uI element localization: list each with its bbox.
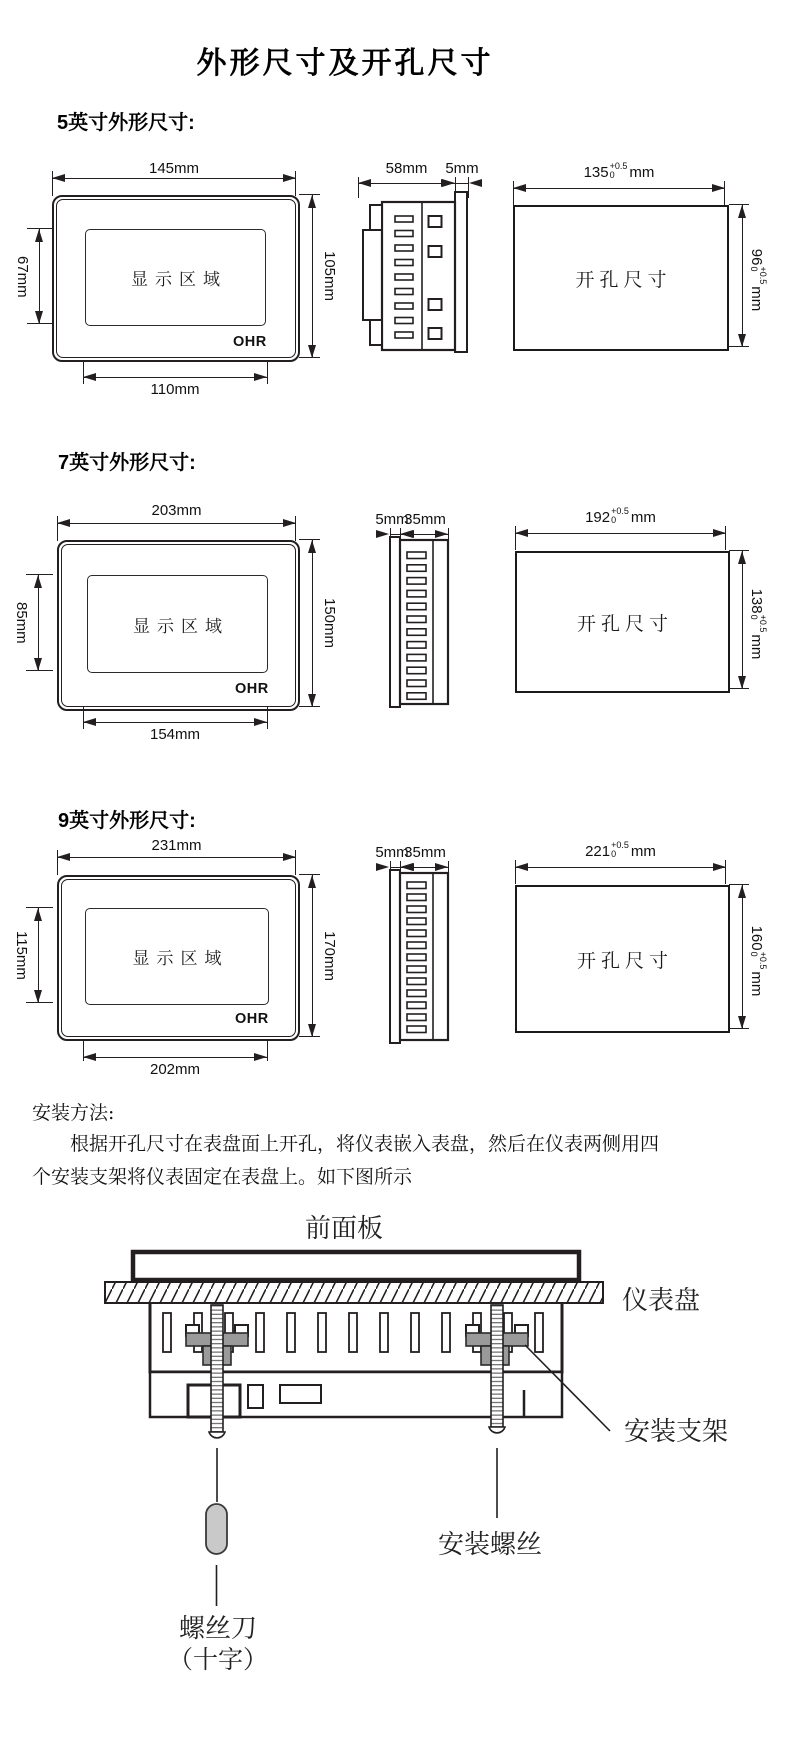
cutout-rect: 开孔尺寸 xyxy=(515,885,730,1033)
dim-front-width xyxy=(57,517,296,530)
label-mounting-screw: 安装螺丝 xyxy=(438,1530,543,1560)
dim-label-display-height: 115mm xyxy=(13,931,30,980)
dim-label-cutout-width: 221 +0.5 0 mm xyxy=(585,839,656,860)
dim-label-cutout-width: 135 +0.5 0 mm xyxy=(583,160,655,181)
dim-display-height xyxy=(32,575,45,671)
dim-cutout-width xyxy=(515,527,726,540)
dim-display-height xyxy=(32,908,45,1003)
dim-label-display-height: 85mm xyxy=(13,602,30,644)
section-heading-5inch: 5英寸外形尺寸: xyxy=(57,112,195,134)
label-mounting-bracket: 安装支架 xyxy=(624,1417,729,1447)
dim-cutout-width xyxy=(513,182,725,195)
dim-label-side-depth: 58mm xyxy=(385,160,428,177)
installation-drawing xyxy=(90,1245,740,1746)
section-9inch xyxy=(0,798,790,1098)
dim-front-height xyxy=(306,540,319,707)
cutout-rect: 开孔尺寸 xyxy=(513,205,729,351)
dim-label-display-height: 67mm xyxy=(14,255,31,298)
dim-label-front-height: 170mm xyxy=(321,930,338,982)
display-area: 显示区域 xyxy=(87,575,268,673)
cutout-rect: 开孔尺寸 xyxy=(515,551,730,693)
label-screwdriver: 螺丝刀 xyxy=(178,1614,257,1644)
brand-logo: OHR xyxy=(233,334,267,350)
dim-label-front-width: 231mm xyxy=(151,837,202,854)
dim-front-width xyxy=(52,172,296,185)
section-7inch xyxy=(0,440,790,750)
section-heading-9inch: 9英寸外形尺寸: xyxy=(58,810,196,832)
dim-label-side-depth: 35mm xyxy=(404,511,446,528)
section-heading-7inch: 7英寸外形尺寸: xyxy=(58,452,196,474)
page-title: 外形尺寸及开孔尺寸 xyxy=(196,47,494,80)
dim-label-display-width: 154mm xyxy=(149,726,201,743)
label-screwdriver-type: （十字） xyxy=(167,1645,268,1674)
side-view-drawing xyxy=(355,190,475,360)
dim-label-side-depth: 35mm xyxy=(404,844,446,861)
dim-label-cutout-height: 160 +0.5 0 mm xyxy=(748,925,769,997)
side-view-drawing xyxy=(386,870,450,1045)
brand-logo: OHR xyxy=(235,1011,269,1027)
dim-front-height xyxy=(306,195,319,358)
dim-front-height xyxy=(306,875,319,1037)
label-front-panel: 前面板 xyxy=(304,1214,383,1244)
dim-front-width xyxy=(57,851,296,864)
side-view-drawing xyxy=(386,537,450,709)
dim-cutout-width xyxy=(515,861,726,874)
install-heading: 安装方法: xyxy=(32,1102,115,1124)
dim-label-front-height: 105mm xyxy=(321,251,338,302)
dim-display-height xyxy=(33,229,46,324)
brand-logo: OHR xyxy=(235,681,269,697)
dim-label-cutout-width: 192 +0.5 0 mm xyxy=(585,505,656,526)
display-area: 显示区域 xyxy=(85,229,266,326)
display-area: 显示区域 xyxy=(85,908,269,1005)
dim-label-side-flange: 5mm xyxy=(375,511,409,528)
dim-label-display-width: 202mm xyxy=(149,1061,201,1078)
dim-side-flange xyxy=(455,177,468,190)
dim-label-cutout-height: 138 +0.5 0 mm xyxy=(748,588,769,660)
dim-label-front-width: 203mm xyxy=(151,502,202,519)
dim-label-display-width: 110mm xyxy=(150,381,200,398)
dim-label-front-width: 145mm xyxy=(148,160,200,177)
dim-label-side-flange: 5mm xyxy=(375,844,409,861)
section-5inch xyxy=(0,100,790,410)
label-instrument-panel: 仪表盘 xyxy=(622,1286,701,1316)
dim-label-cutout-height: 96 +0.5 0 mm xyxy=(748,248,769,312)
dim-label-front-height: 150mm xyxy=(321,598,338,649)
install-text-line1: 根据开孔尺寸在表盘面上开孔，将仪表嵌入表盘，然后在仪表两侧用四 xyxy=(70,1133,660,1155)
install-text-line2: 个安装支架将仪表固定在表盘上。如下图所示 xyxy=(32,1166,413,1188)
dim-label-side-flange: 5mm xyxy=(445,160,479,177)
